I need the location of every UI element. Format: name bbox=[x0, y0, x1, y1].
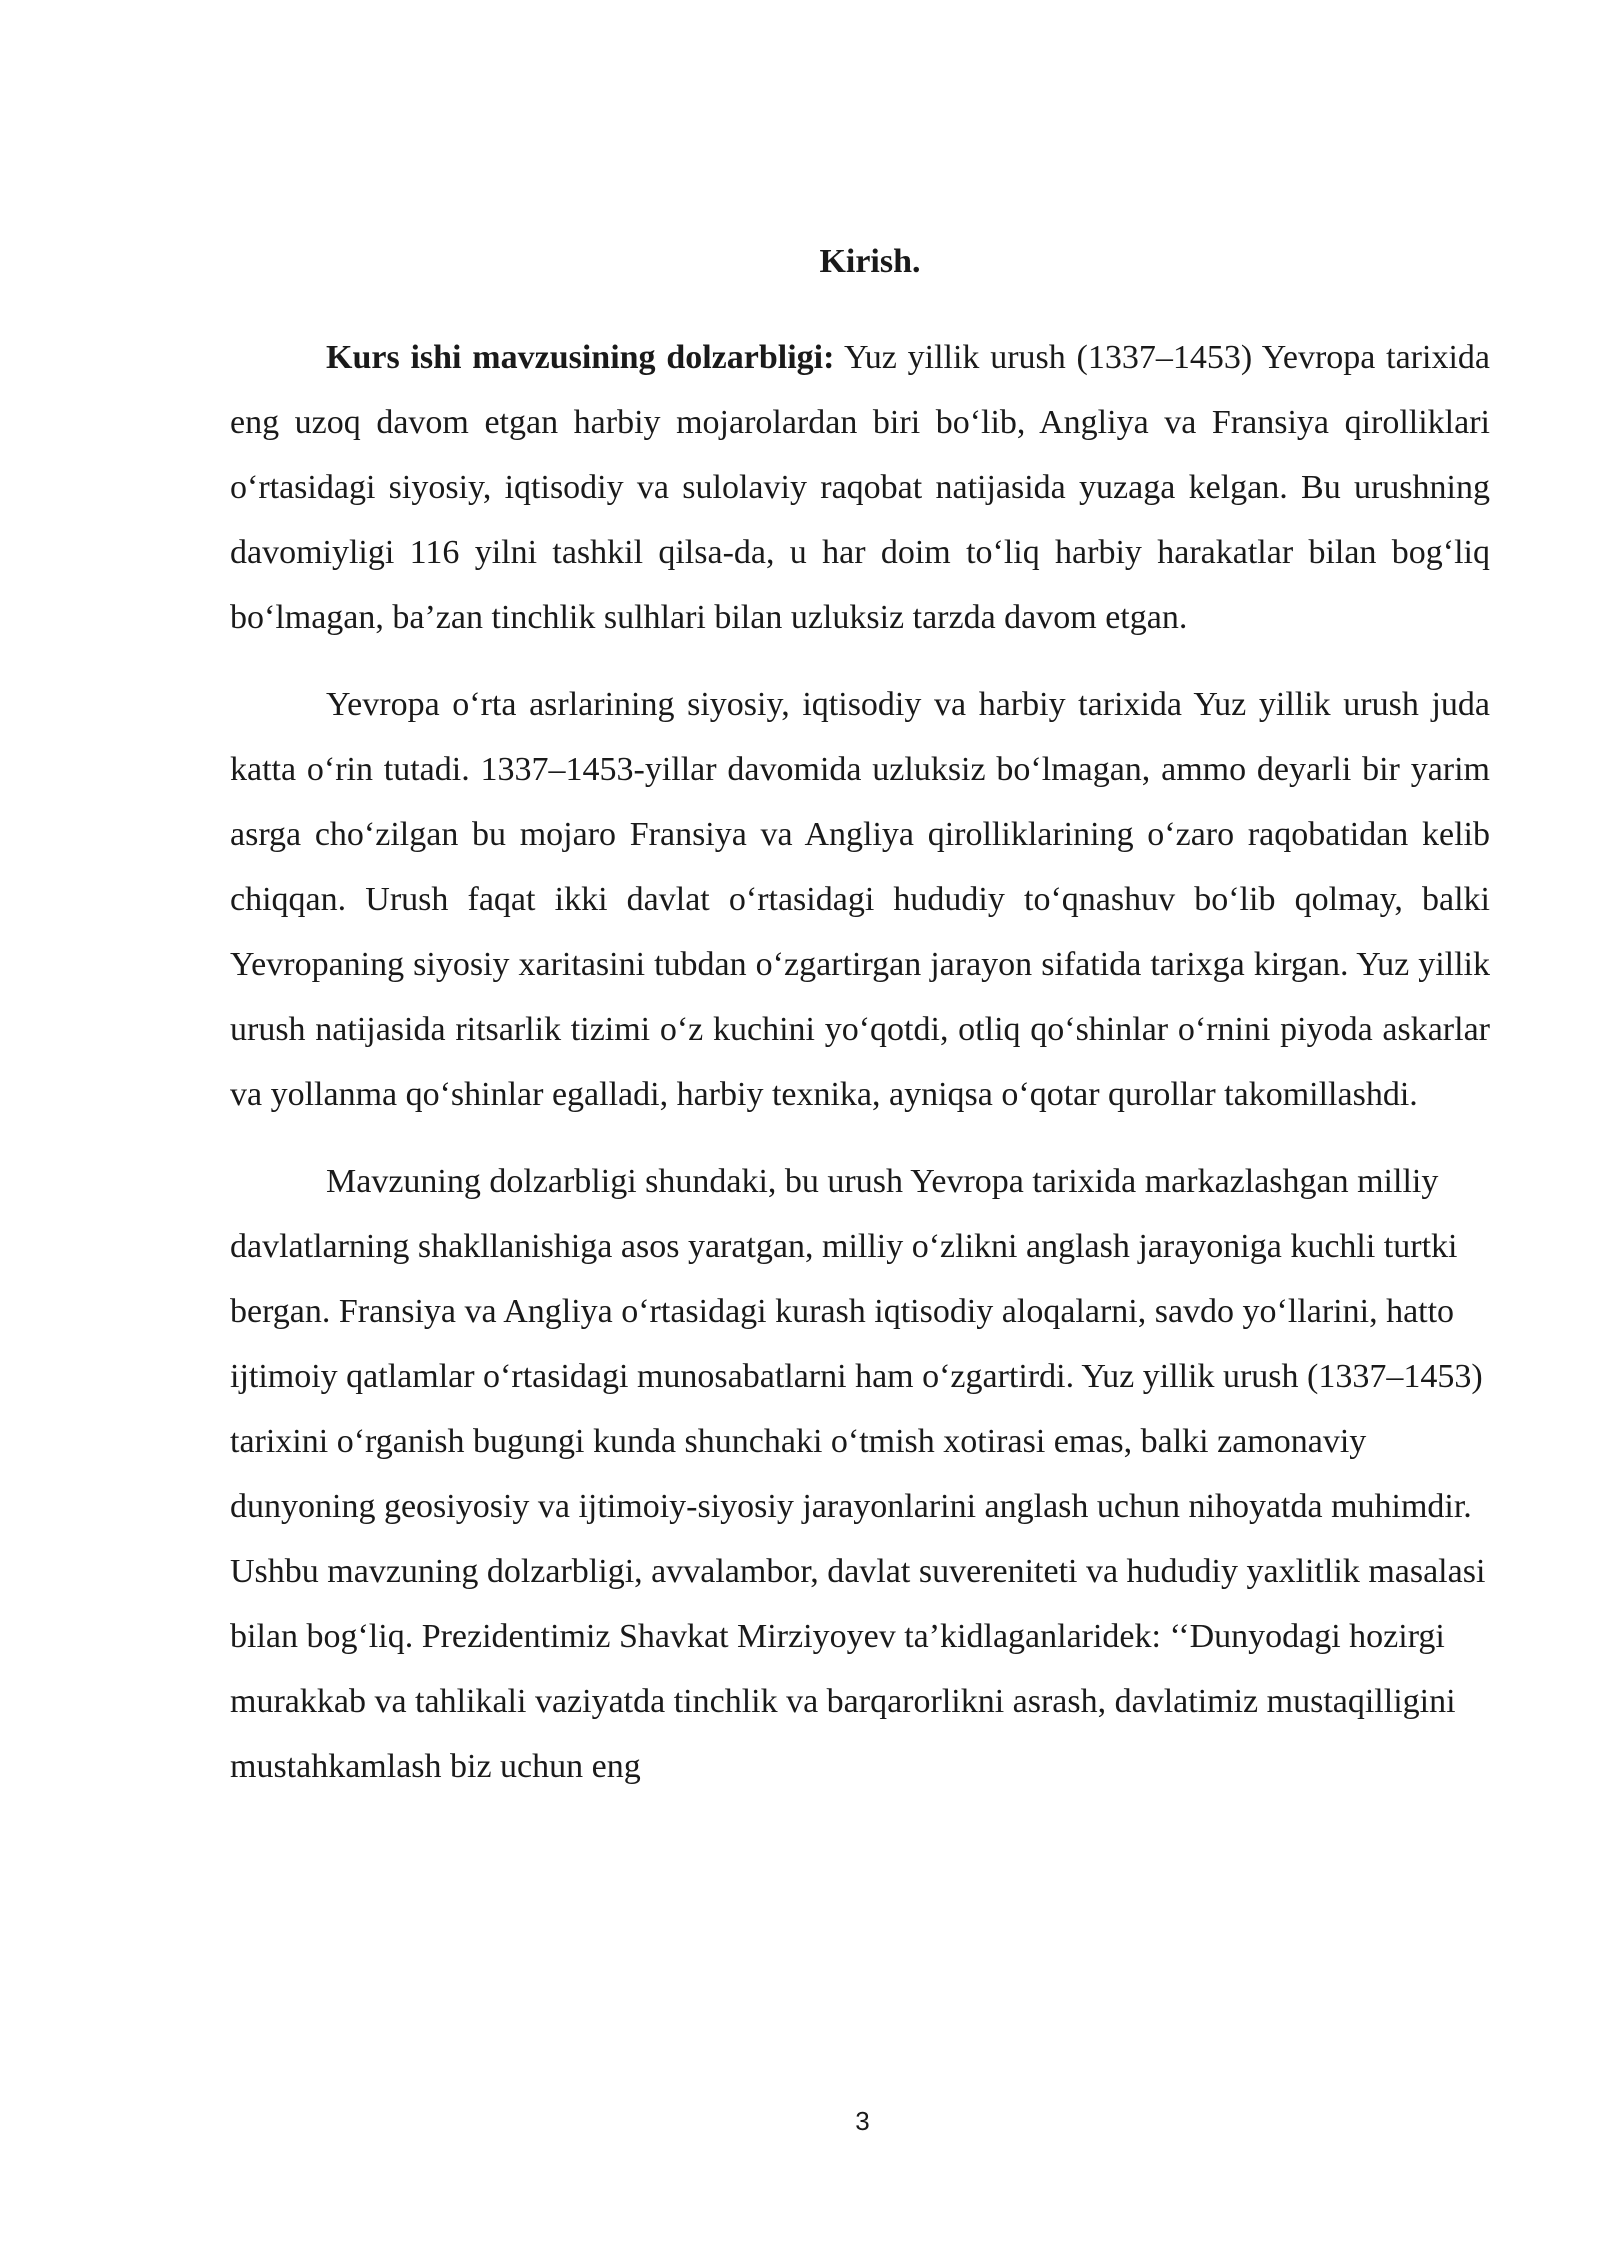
paragraph-significance: Mavzuning dolzarbligi shundaki, bu urush Yevropa tarixida markazlashgan milliy davlatlarning shakllanishiga asos yaratgan, milliy o‘zlikni anglash jarayoniga kuchli turtki bergan. Fransiya va Angliya o‘rtasidagi kurash iqtisodiy aloqalarni, savdo yo‘llarini, hatto ijtimoiy qatlamlar o‘rtasidagi munosabatlarni ham o‘zgartirdi. Yuz yillik urush (1337–1453) tarixini o‘rganish bugungi kunda shunchaki o‘tmish xotirasi emas, balki zamonaviy dunyoning geosiyosiy va ijtimoiy-siyosiy jarayonlarini anglash uchun nihoyatda muhimdir. Ushbu mavzuning dolzarbligi, avvalambor, davlat suvereniteti va hududiy yaxlitlik masalasi bilan bog‘liq. Prezidentimiz Shavkat Mirziyoyev ta’kidlaganlaridek: ‘‘Dunyodagi hozirgi murakkab va tahlikali vaziyatda tinchlik va barqarorlikni asrash, davlatimiz mustaqilligini mustahkamlash biz uchun eng bbox=[230, 1163, 1486, 1785]
page-number: 3 bbox=[855, 2106, 870, 2136]
paragraph-history: Yevropa o‘rta asrlarining siyosiy, iqtisodiy va harbiy tarixida Yuz yillik urush juda katta o‘rin tutadi. 1337–1453-yillar davomida uzluksiz bo‘lmagan, ammo deyarli bir yarim asrga cho‘zilgan bu mojaro Fransiya va Angliya qirolliklarining o‘zaro raqobatidan kelib chiqqan. Urush faqat ikki davlat o‘rtasidagi hududiy to‘qnashuv bo‘lib qolmay, balki Yevropaning siyosiy xaritasini tubdan o‘zgartirgan jarayon sifatida tarixga kirgan. Yuz yillik urush natijasida ritsarlik tizimi o‘z kuchini yo‘qotdi, otliq qo‘shinlar o‘rnini piyoda askarlar va yollanma qo‘shinlar egalladi, harbiy texnika, ayniqsa o‘qotar qurollar takomillashdi. bbox=[230, 686, 1490, 1113]
paragraph-lead: Kurs ishi mavzusining dolzarbligi: bbox=[326, 339, 835, 376]
paragraph-relevance bbox=[230, 325, 1490, 650]
body-text bbox=[230, 325, 1490, 1799]
page-title: Kirish. bbox=[819, 243, 921, 280]
paragraph-text: Yuz yillik urush (1337–1453) Yevropa tarixida eng uzoq davom etgan harbiy mojarolardan biri bo‘lib, Angliya va Fransiya qirolliklari o‘rtasidagi siyosiy, iqtisodiy va sulolaviy raqobat natijasida yuzaga kelgan. Bu urushning davomiyligi 116 yilni tashkil qilsa-da, u har doim to‘liq harbiy harakatlar bilan bog‘liq bo‘lmagan, ba’zan tinchlik sulhlari bilan uzluksiz tarzda davom etgan. bbox=[230, 339, 1490, 636]
